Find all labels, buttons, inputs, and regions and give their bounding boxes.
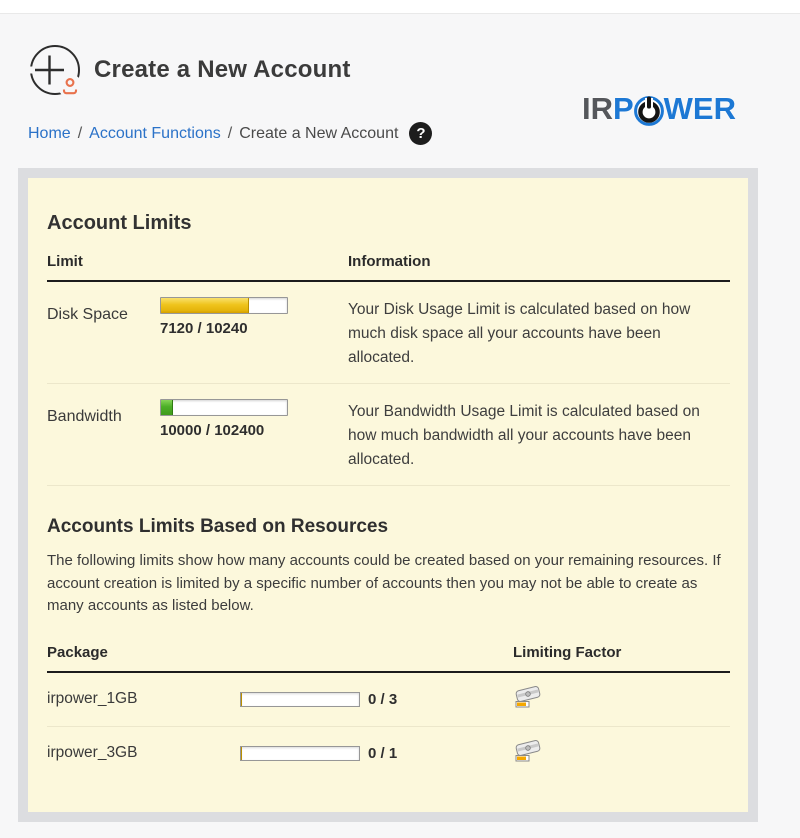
package-table-header [47, 644, 730, 673]
top-strip [0, 0, 800, 14]
breadcrumb-current-page: Create a New Account [239, 124, 399, 142]
power-icon [633, 92, 665, 128]
resources-description: The following limits show how many accounts could be created based on your remaining resources. If account creation is limited by a specific number of accounts then you may not be able to create as many accounts as listed below. [47, 552, 721, 615]
account-limits-heading: Account Limits [47, 212, 192, 234]
column-header-information: Information [348, 253, 431, 270]
package-limits-table [47, 644, 730, 780]
disk-space-label: Disk Space [47, 306, 128, 323]
page-title: Create a New Account [94, 56, 351, 83]
package-progress-fill [241, 693, 242, 706]
resources-heading: Accounts Limits Based on Resources [47, 516, 389, 538]
column-header-limiting-factor: Limiting Factor [513, 643, 622, 661]
package-progress-fill [241, 747, 242, 760]
disk-space-info-text: Your Disk Usage Limit is calculated based on how much disk space all your accounts have been allocated. [348, 301, 691, 367]
logo-text-p: P [612, 90, 634, 126]
package-progress-bar [240, 746, 360, 761]
package-name: irpower_3GB [47, 744, 138, 762]
irpower-logo [582, 90, 736, 126]
account-limits-table [47, 253, 730, 486]
breadcrumb-account-functions-link[interactable]: Account Functions [89, 124, 221, 142]
help-icon[interactable]: ? [409, 122, 432, 145]
table-row-irpower-1gb [47, 673, 730, 727]
logo-text-wer: WER [663, 90, 736, 126]
table-row-irpower-3gb [47, 727, 730, 780]
table-row-bandwidth [47, 384, 730, 486]
disk-space-progress-fill [161, 298, 249, 313]
disk-space-usage-text: 7120 / 10240 [160, 320, 248, 337]
breadcrumb-separator: / [77, 124, 83, 142]
breadcrumb-separator: / [227, 124, 233, 142]
logo-text-ir: IR [581, 90, 613, 126]
hard-disk-icon [513, 685, 547, 714]
bandwidth-progress-bar [160, 399, 288, 416]
package-usage-text: 0 / 3 [368, 690, 398, 708]
account-limits-table-header [47, 253, 730, 282]
hard-disk-icon [513, 739, 547, 768]
table-row-disk-space [47, 282, 730, 384]
bandwidth-usage-text: 10000 / 102400 [160, 422, 265, 440]
package-name: irpower_1GB [47, 690, 138, 708]
bandwidth-info-text: Your Bandwidth Usage Limit is calculated based on how much bandwidth all your accounts have been allocated. [348, 403, 700, 469]
column-header-limit: Limit [47, 253, 83, 270]
bandwidth-label: Bandwidth [47, 408, 122, 426]
package-progress-bar [240, 692, 360, 707]
breadcrumb-home-link[interactable]: Home [28, 124, 71, 142]
create-account-icon [28, 42, 84, 98]
page-header [0, 14, 800, 145]
content-frame [18, 168, 758, 822]
disk-space-progress-bar [160, 297, 288, 314]
package-usage-text: 0 / 1 [368, 744, 398, 762]
column-header-package: Package [47, 643, 108, 661]
account-limits-panel [28, 178, 748, 812]
bandwidth-progress-fill [161, 400, 173, 415]
